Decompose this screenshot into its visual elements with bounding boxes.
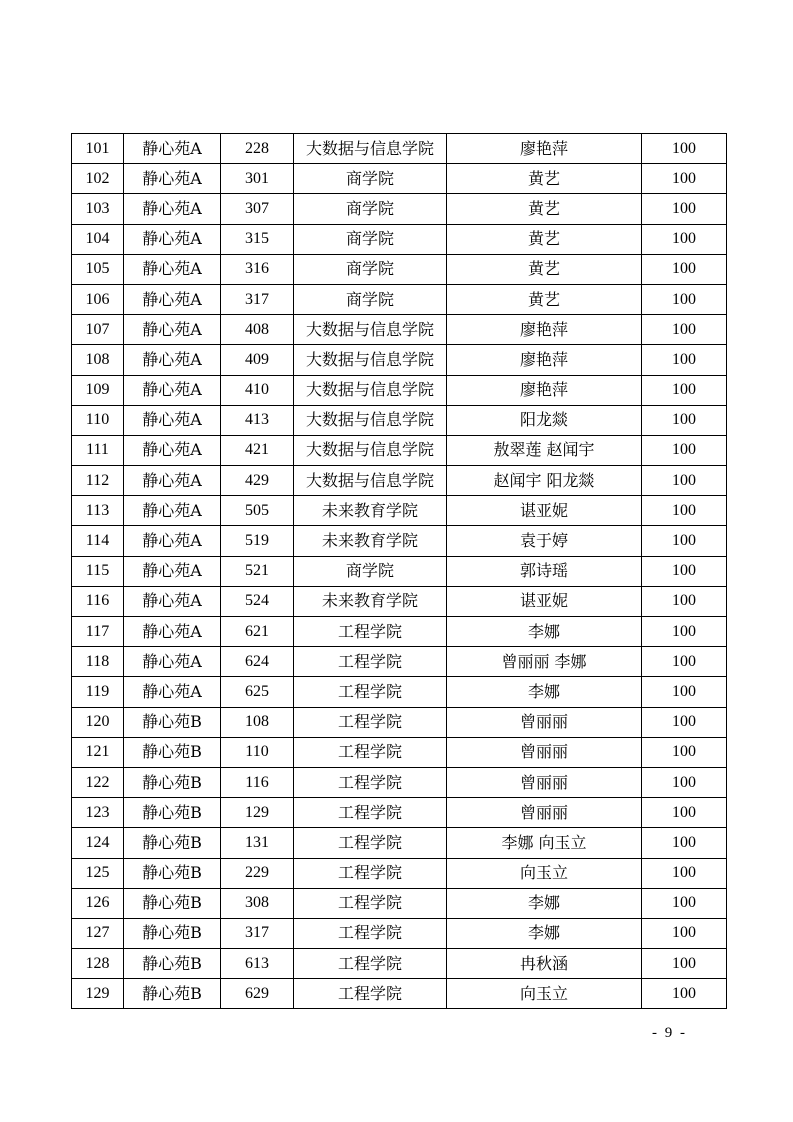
cell-advisor: 李娜 xyxy=(447,677,642,707)
table-row xyxy=(72,194,727,224)
cell-serial-number: 121 xyxy=(72,737,124,767)
cell-building: 静心苑B xyxy=(124,767,221,797)
table-row xyxy=(72,737,727,767)
table-row xyxy=(72,918,727,948)
cell-score: 100 xyxy=(642,767,727,797)
cell-room-number: 315 xyxy=(221,224,294,254)
cell-room-number: 613 xyxy=(221,949,294,979)
cell-building: 静心苑B xyxy=(124,828,221,858)
cell-building: 静心苑A xyxy=(124,284,221,314)
cell-advisor: 廖艳萍 xyxy=(447,315,642,345)
cell-building: 静心苑B xyxy=(124,707,221,737)
cell-serial-number: 101 xyxy=(72,134,124,164)
cell-college: 商学院 xyxy=(294,224,447,254)
table-row xyxy=(72,949,727,979)
cell-advisor: 李娜 xyxy=(447,888,642,918)
dorm-inspection-table xyxy=(71,133,727,1009)
cell-building: 静心苑A xyxy=(124,164,221,194)
cell-college: 未来教育学院 xyxy=(294,586,447,616)
table-row xyxy=(72,254,727,284)
cell-serial-number: 124 xyxy=(72,828,124,858)
cell-score: 100 xyxy=(642,586,727,616)
cell-building: 静心苑B xyxy=(124,888,221,918)
cell-score: 100 xyxy=(642,798,727,828)
cell-room-number: 228 xyxy=(221,134,294,164)
cell-college: 工程学院 xyxy=(294,888,447,918)
cell-serial-number: 111 xyxy=(72,435,124,465)
cell-college: 工程学院 xyxy=(294,828,447,858)
cell-advisor: 敖翠莲 赵闻宇 xyxy=(447,435,642,465)
cell-building: 静心苑A xyxy=(124,466,221,496)
cell-building: 静心苑A xyxy=(124,375,221,405)
table-row xyxy=(72,134,727,164)
cell-room-number: 131 xyxy=(221,828,294,858)
cell-advisor: 冉秋涵 xyxy=(447,949,642,979)
cell-building: 静心苑A xyxy=(124,647,221,677)
cell-advisor: 向玉立 xyxy=(447,979,642,1009)
table-row xyxy=(72,375,727,405)
cell-serial-number: 127 xyxy=(72,918,124,948)
cell-serial-number: 122 xyxy=(72,767,124,797)
table-row xyxy=(72,556,727,586)
cell-college: 大数据与信息学院 xyxy=(294,134,447,164)
cell-advisor: 黄艺 xyxy=(447,254,642,284)
cell-room-number: 301 xyxy=(221,164,294,194)
cell-advisor: 李娜 xyxy=(447,918,642,948)
cell-room-number: 317 xyxy=(221,918,294,948)
cell-advisor: 谌亚妮 xyxy=(447,586,642,616)
cell-college: 大数据与信息学院 xyxy=(294,315,447,345)
cell-room-number: 524 xyxy=(221,586,294,616)
cell-college: 商学院 xyxy=(294,254,447,284)
cell-building: 静心苑B xyxy=(124,949,221,979)
cell-advisor: 向玉立 xyxy=(447,858,642,888)
cell-score: 100 xyxy=(642,405,727,435)
cell-building: 静心苑B xyxy=(124,858,221,888)
cell-score: 100 xyxy=(642,979,727,1009)
cell-college: 工程学院 xyxy=(294,949,447,979)
table-row xyxy=(72,647,727,677)
cell-advisor: 曾丽丽 李娜 xyxy=(447,647,642,677)
cell-score: 100 xyxy=(642,647,727,677)
cell-room-number: 229 xyxy=(221,858,294,888)
cell-building: 静心苑A xyxy=(124,677,221,707)
cell-college: 工程学院 xyxy=(294,707,447,737)
cell-college: 大数据与信息学院 xyxy=(294,405,447,435)
table-row xyxy=(72,707,727,737)
cell-room-number: 624 xyxy=(221,647,294,677)
cell-serial-number: 128 xyxy=(72,949,124,979)
cell-building: 静心苑A xyxy=(124,405,221,435)
cell-advisor: 赵闻宇 阳龙燚 xyxy=(447,466,642,496)
cell-score: 100 xyxy=(642,617,727,647)
cell-building: 静心苑B xyxy=(124,798,221,828)
cell-building: 静心苑A xyxy=(124,496,221,526)
cell-building: 静心苑B xyxy=(124,737,221,767)
cell-advisor: 廖艳萍 xyxy=(447,345,642,375)
cell-room-number: 110 xyxy=(221,737,294,767)
cell-score: 100 xyxy=(642,828,727,858)
cell-score: 100 xyxy=(642,466,727,496)
cell-room-number: 317 xyxy=(221,284,294,314)
cell-room-number: 116 xyxy=(221,767,294,797)
cell-room-number: 621 xyxy=(221,617,294,647)
cell-room-number: 410 xyxy=(221,375,294,405)
cell-advisor: 曾丽丽 xyxy=(447,767,642,797)
cell-score: 100 xyxy=(642,224,727,254)
table-row xyxy=(72,767,727,797)
cell-room-number: 108 xyxy=(221,707,294,737)
cell-serial-number: 105 xyxy=(72,254,124,284)
cell-advisor: 李娜 向玉立 xyxy=(447,828,642,858)
page-number: - 9 - xyxy=(652,1025,687,1041)
cell-room-number: 308 xyxy=(221,888,294,918)
cell-advisor: 曾丽丽 xyxy=(447,798,642,828)
table-row xyxy=(72,828,727,858)
cell-college: 工程学院 xyxy=(294,858,447,888)
cell-score: 100 xyxy=(642,737,727,767)
cell-building: 静心苑A xyxy=(124,254,221,284)
cell-serial-number: 126 xyxy=(72,888,124,918)
cell-score: 100 xyxy=(642,254,727,284)
cell-building: 静心苑A xyxy=(124,556,221,586)
table-row xyxy=(72,979,727,1009)
cell-score: 100 xyxy=(642,556,727,586)
cell-serial-number: 102 xyxy=(72,164,124,194)
cell-score: 100 xyxy=(642,134,727,164)
cell-serial-number: 123 xyxy=(72,798,124,828)
cell-advisor: 黄艺 xyxy=(447,284,642,314)
cell-building: 静心苑A xyxy=(124,435,221,465)
cell-room-number: 429 xyxy=(221,466,294,496)
cell-serial-number: 110 xyxy=(72,405,124,435)
cell-college: 工程学院 xyxy=(294,677,447,707)
cell-score: 100 xyxy=(642,315,727,345)
cell-score: 100 xyxy=(642,677,727,707)
cell-room-number: 521 xyxy=(221,556,294,586)
cell-college: 大数据与信息学院 xyxy=(294,466,447,496)
cell-building: 静心苑A xyxy=(124,224,221,254)
cell-college: 工程学院 xyxy=(294,737,447,767)
cell-room-number: 629 xyxy=(221,979,294,1009)
cell-advisor: 黄艺 xyxy=(447,164,642,194)
cell-serial-number: 112 xyxy=(72,466,124,496)
cell-college: 大数据与信息学院 xyxy=(294,435,447,465)
table-row xyxy=(72,677,727,707)
cell-serial-number: 108 xyxy=(72,345,124,375)
cell-advisor: 曾丽丽 xyxy=(447,737,642,767)
cell-room-number: 129 xyxy=(221,798,294,828)
cell-room-number: 421 xyxy=(221,435,294,465)
cell-advisor: 黄艺 xyxy=(447,224,642,254)
cell-serial-number: 117 xyxy=(72,617,124,647)
cell-advisor: 袁于婷 xyxy=(447,526,642,556)
table-row xyxy=(72,435,727,465)
cell-building: 静心苑B xyxy=(124,979,221,1009)
cell-score: 100 xyxy=(642,526,727,556)
cell-score: 100 xyxy=(642,435,727,465)
cell-advisor: 郭诗瑶 xyxy=(447,556,642,586)
cell-score: 100 xyxy=(642,375,727,405)
cell-college: 商学院 xyxy=(294,556,447,586)
cell-college: 未来教育学院 xyxy=(294,496,447,526)
table-row xyxy=(72,617,727,647)
cell-serial-number: 120 xyxy=(72,707,124,737)
table-row xyxy=(72,284,727,314)
cell-serial-number: 107 xyxy=(72,315,124,345)
cell-college: 工程学院 xyxy=(294,979,447,1009)
cell-building: 静心苑B xyxy=(124,918,221,948)
cell-serial-number: 113 xyxy=(72,496,124,526)
table-row xyxy=(72,798,727,828)
cell-score: 100 xyxy=(642,918,727,948)
cell-college: 大数据与信息学院 xyxy=(294,345,447,375)
cell-advisor: 廖艳萍 xyxy=(447,134,642,164)
cell-serial-number: 114 xyxy=(72,526,124,556)
cell-room-number: 316 xyxy=(221,254,294,284)
table-row xyxy=(72,315,727,345)
table-body xyxy=(72,134,727,1009)
table-row xyxy=(72,586,727,616)
cell-score: 100 xyxy=(642,496,727,526)
cell-room-number: 307 xyxy=(221,194,294,224)
cell-advisor: 曾丽丽 xyxy=(447,707,642,737)
cell-advisor: 李娜 xyxy=(447,617,642,647)
table-row xyxy=(72,526,727,556)
cell-serial-number: 118 xyxy=(72,647,124,677)
cell-advisor: 廖艳萍 xyxy=(447,375,642,405)
table-row xyxy=(72,466,727,496)
cell-building: 静心苑A xyxy=(124,617,221,647)
cell-advisor: 谌亚妮 xyxy=(447,496,642,526)
cell-room-number: 625 xyxy=(221,677,294,707)
cell-building: 静心苑A xyxy=(124,134,221,164)
cell-college: 未来教育学院 xyxy=(294,526,447,556)
cell-score: 100 xyxy=(642,284,727,314)
cell-college: 工程学院 xyxy=(294,617,447,647)
cell-serial-number: 116 xyxy=(72,586,124,616)
cell-building: 静心苑A xyxy=(124,194,221,224)
cell-college: 工程学院 xyxy=(294,647,447,677)
cell-serial-number: 115 xyxy=(72,556,124,586)
cell-serial-number: 104 xyxy=(72,224,124,254)
cell-college: 工程学院 xyxy=(294,918,447,948)
table-row xyxy=(72,164,727,194)
cell-college: 工程学院 xyxy=(294,767,447,797)
cell-score: 100 xyxy=(642,194,727,224)
table-row xyxy=(72,405,727,435)
cell-serial-number: 109 xyxy=(72,375,124,405)
cell-building: 静心苑A xyxy=(124,345,221,375)
cell-serial-number: 106 xyxy=(72,284,124,314)
cell-college: 大数据与信息学院 xyxy=(294,375,447,405)
cell-college: 商学院 xyxy=(294,284,447,314)
cell-score: 100 xyxy=(642,164,727,194)
cell-serial-number: 119 xyxy=(72,677,124,707)
cell-college: 商学院 xyxy=(294,194,447,224)
table-row xyxy=(72,224,727,254)
table-row xyxy=(72,858,727,888)
cell-score: 100 xyxy=(642,345,727,375)
cell-score: 100 xyxy=(642,888,727,918)
cell-serial-number: 103 xyxy=(72,194,124,224)
table-row xyxy=(72,888,727,918)
cell-room-number: 409 xyxy=(221,345,294,375)
cell-college: 商学院 xyxy=(294,164,447,194)
cell-room-number: 413 xyxy=(221,405,294,435)
cell-serial-number: 125 xyxy=(72,858,124,888)
cell-room-number: 408 xyxy=(221,315,294,345)
cell-score: 100 xyxy=(642,858,727,888)
cell-room-number: 505 xyxy=(221,496,294,526)
cell-advisor: 阳龙燚 xyxy=(447,405,642,435)
cell-score: 100 xyxy=(642,949,727,979)
cell-score: 100 xyxy=(642,707,727,737)
table-row xyxy=(72,345,727,375)
cell-building: 静心苑A xyxy=(124,315,221,345)
cell-advisor: 黄艺 xyxy=(447,194,642,224)
cell-room-number: 519 xyxy=(221,526,294,556)
cell-building: 静心苑A xyxy=(124,586,221,616)
table-row xyxy=(72,496,727,526)
cell-college: 工程学院 xyxy=(294,798,447,828)
cell-building: 静心苑A xyxy=(124,526,221,556)
cell-serial-number: 129 xyxy=(72,979,124,1009)
